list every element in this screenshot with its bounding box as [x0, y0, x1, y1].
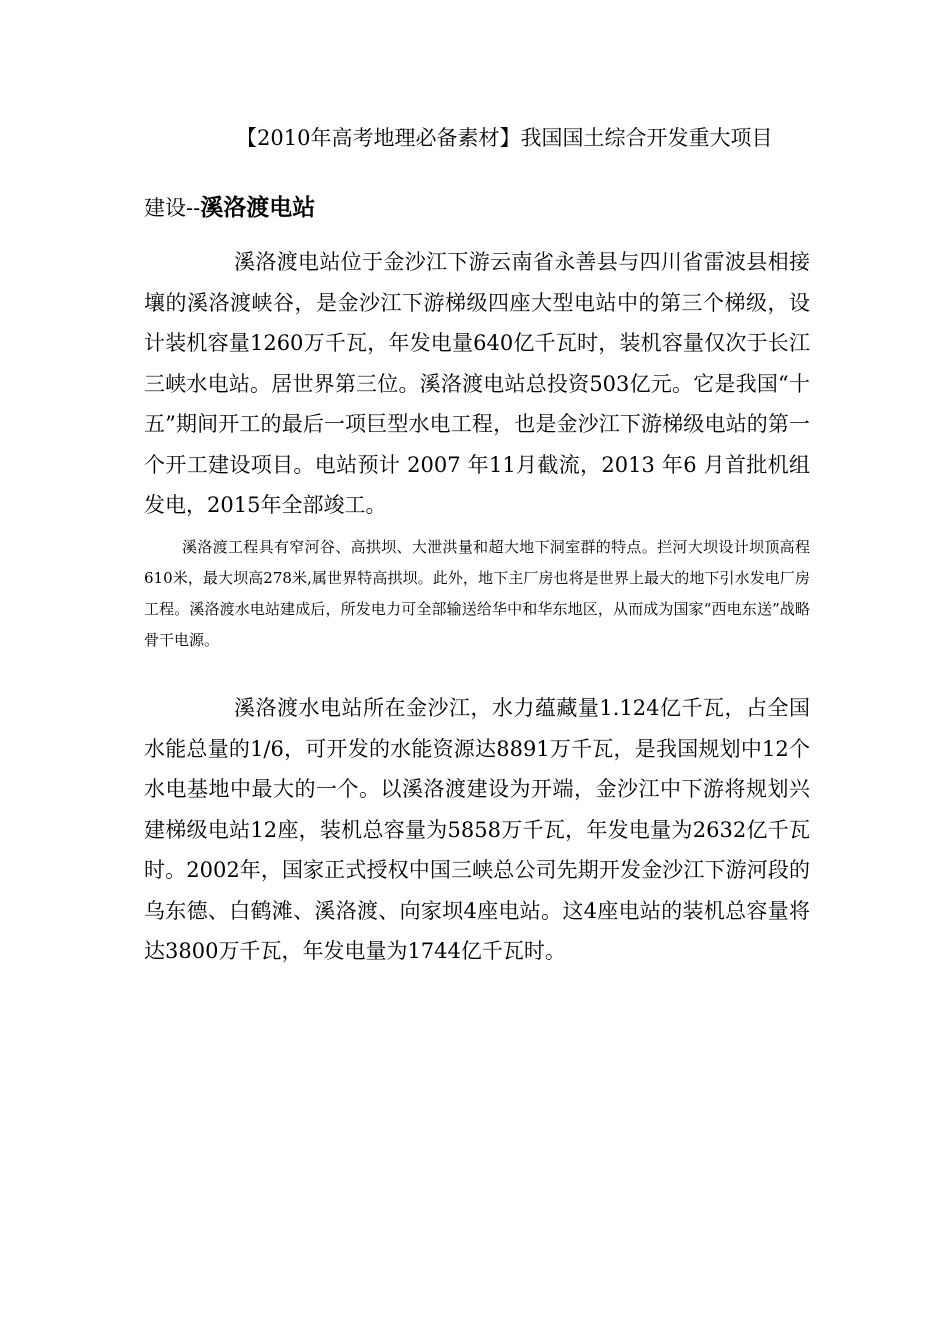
paragraph-intro: 溪洛渡电站位于金沙江下游云南省永善县与四川省雷波县相接壤的溪洛渡峡谷，是金沙江下游梯级四座大型电站中的第三个梯级，设计装机容量1260万千瓦，年发电量640亿千瓦时，装机容量仅次于长江三峡水电站。居世界第三位。溪洛渡电站总投资503亿元。它是我国“十五”期间开工的最后一项巨型水电工程，也是金沙江下游梯级电站的第一个开工建设项目。电站预计 2007 年11月截流，2013 年6 月首批机组发电，2015年全部竣工。	[144, 250, 810, 517]
title-bold: 溪洛渡电站	[200, 195, 316, 221]
paragraph-jinsha: 溪洛渡水电站所在金沙江，水力蕴藏量1.124亿千瓦，占全国水能总量的1/6，可开发的水能资源达8891万千瓦，是我国规划中12个水电基地中最大的一个。以溪洛渡建设为开端，金沙江中下游将规划兴建梯级电站12座，装机总容量为5858万千瓦，年发电量为2632亿千瓦时。2002年，国家正式授权中国三峡总公司先期开发金沙江下游河段的乌东德、白鹤滩、溪洛渡、向家坝4座电站。这4座电站的装机总容量将达3800万千瓦，年发电量为1744亿千瓦时。	[144, 696, 810, 963]
paragraph-features: 溪洛渡工程具有窄河谷、高拱坝、大泄洪量和超大地下洞室群的特点。拦河大坝设计坝顶高程610米，最大坝高278米,属世界特高拱坝。此外，地下主厂房也将是世界上最大的地下引水发电厂房工程。溪洛渡水电站建成后，所发电力可全部输送给华中和华东地区，从而成为国家“西电东送”战略骨干电源。	[144, 538, 810, 649]
title-line-2	[144, 190, 315, 226]
title-prefix: 建设--	[144, 196, 201, 220]
title-line-1: 【2010年高考地理必备素材】我国国土综合开发重大项目	[236, 126, 773, 150]
